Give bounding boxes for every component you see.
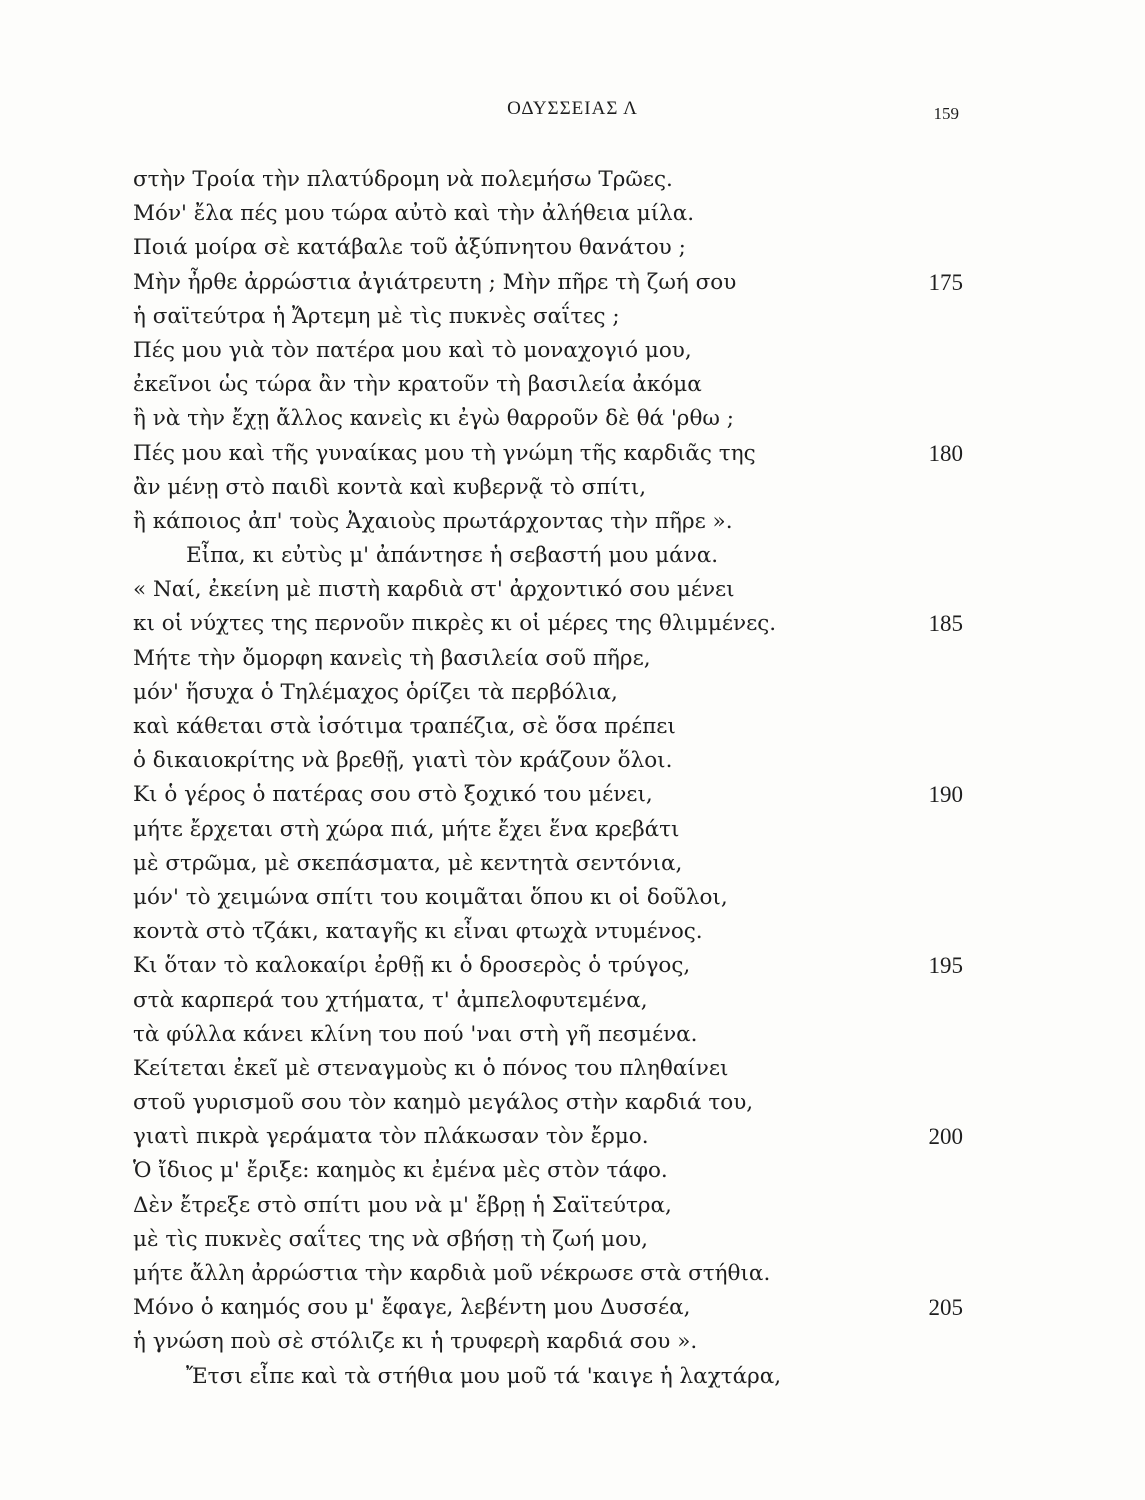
verse-line: [133, 676, 973, 710]
verse-text: Μήτε τὴν ὄμορφη κανεὶς τὴ βασιλεία σοῦ πῆρε,: [133, 645, 651, 671]
verse-text: γιατὶ πικρὰ γεράματα τὸν πλάκωσαν τὸν ἔρμο.: [133, 1124, 649, 1150]
verse-line: [133, 607, 973, 641]
verse-line: [133, 1223, 973, 1257]
verse-line: [133, 1360, 973, 1394]
page-title: ΟΔΥΣΣΕΙΑΣ Λ: [507, 98, 638, 119]
verse-text: καὶ κάθεται στὰ ἰσότιμα τραπέζια, σὲ ὅσα πρέπει: [133, 714, 676, 739]
verse-line: [133, 881, 973, 915]
verse-text: μήτε ἄλλη ἀρρώστια τὴν καρδιὰ μοῦ νέκρωσε στὰ στήθια.: [133, 1261, 771, 1286]
verse-text: Κι ὁ γέρος ὁ πατέρας σου στὸ ξοχικό του μένει,: [133, 782, 653, 808]
verse-text: Ἔτσι εἶπε καὶ τὰ στήθια μου μοῦ τά 'καιγε ἡ λαχτάρα,: [186, 1363, 782, 1389]
verse-text: τὰ φύλλα κάνει κλίνη του πού 'ναι στὴ γῆ πεσμένα.: [133, 1021, 698, 1047]
verse-text: ἡ σαϊτεύτρα ἡ Ἄρτεμη μὲ τὶς πυκνὲς σαΐτες ;: [133, 303, 620, 329]
verse-text: Μόν' ἔλα πές μου τώρα αὐτὸ καὶ τὴν ἀλήθεια μίλα.: [133, 201, 695, 227]
page-number: 159: [933, 104, 959, 123]
verse-line: [133, 368, 973, 402]
verse-line: [133, 949, 973, 983]
verse-line: [133, 1325, 973, 1359]
verse-line: [133, 402, 973, 436]
verse-text: « Ναί, ἐκείνη μὲ πιστὴ καρδιὰ στ' ἀρχοντικό σου μένει: [133, 577, 735, 603]
verse-line: [133, 471, 973, 505]
verse-line: [133, 231, 973, 265]
verse-line: [133, 573, 973, 607]
verse-text: ἂν μένῃ στὸ παιδὶ κοντὰ καὶ κυβερνᾷ τὸ σπίτι,: [133, 474, 647, 500]
verse-line: [133, 1052, 973, 1086]
line-number: 195: [928, 953, 963, 979]
verse-block: [133, 163, 973, 1394]
verse-line: [133, 744, 973, 778]
verse-line: [133, 1291, 973, 1325]
verse-text: Δὲν ἔτρεξε στὸ σπίτι μου νὰ μ' ἔβρῃ ἡ Σαϊτεύτρα,: [133, 1192, 672, 1218]
verse-line: [133, 778, 973, 812]
verse-line: [133, 984, 973, 1018]
verse-text: κι οἱ νύχτες της περνοῦν πικρὲς κι οἱ μέρες της θλιμμένες.: [133, 611, 777, 637]
verse-text: ἡ γνώση ποὺ σὲ στόλιζε κι ἡ τρυφερὴ καρδιά σου ».: [133, 1329, 698, 1355]
verse-text: Ποιά μοίρα σὲ κατάβαλε τοῦ ἀξύπνητου θανάτου ;: [133, 235, 686, 261]
verse-text: στὰ καρπερά του χτήματα, τ' ἀμπελοφυτεμένα,: [133, 987, 648, 1013]
verse-text: Μόνο ὁ καημός σου μ' ἔφαγε, λεβέντη μου Δυσσέα,: [133, 1295, 691, 1321]
verse-text: ἢ νὰ τὴν ἔχῃ ἄλλος κανεὶς κι ἐγὼ θαρροῦν δὲ θά 'ρθω ;: [133, 406, 734, 432]
verse-line: [133, 1257, 973, 1291]
line-number: 180: [928, 440, 963, 466]
verse-text: Κείτεται ἐκεῖ μὲ στεναγμοὺς κι ὁ πόνος του πληθαίνει: [133, 1055, 729, 1081]
verse-text: μόν' τὸ χειμώνα σπίτι του κοιμᾶται ὅπου κι οἱ δοῦλοι,: [133, 884, 728, 910]
line-number: 185: [928, 611, 963, 637]
verse-line: [133, 505, 973, 539]
verse-text: στὴν Τροία τὴν πλατύδρομη νὰ πολεμήσω Τρῶες.: [133, 167, 673, 192]
verse-line: [133, 163, 973, 197]
verse-line: [133, 197, 973, 231]
verse-text: Κι ὅταν τὸ καλοκαίρι ἐρθῇ κι ὁ δροσερὸς ὁ τρύγος,: [133, 953, 691, 979]
verse-text: Πές μου γιὰ τὸν πατέρα μου καὶ τὸ μοναχογιό μου,: [133, 337, 692, 363]
verse-text: ἐκεῖνοι ὡς τώρα ἂν τὴν κρατοῦν τὴ βασιλεία ἀκόμα: [133, 372, 702, 398]
verse-line: [133, 300, 973, 334]
verse-line: [133, 334, 973, 368]
verse-line: [133, 1154, 973, 1188]
verse-line: [133, 813, 973, 847]
verse-text: ἢ κάποιος ἀπ' τοὺς Ἀχαιοὺς πρωτάρχοντας τὴν πῆρε ».: [133, 508, 733, 534]
verse-text: ὁ δικαιοκρίτης νὰ βρεθῇ, γιατὶ τὸν κράζουν ὅλοι.: [133, 748, 673, 774]
verse-text: μόν' ἥσυχα ὁ Τηλέμαχος ὁρίζει τὰ περβόλια,: [133, 679, 618, 705]
verse-text: Πές μου καὶ τῆς γυναίκας μου τὴ γνώμη τῆς καρδιᾶς της: [133, 440, 756, 466]
verse-line: [133, 1018, 973, 1052]
verse-line: [133, 847, 973, 881]
verse-line: [133, 1120, 973, 1154]
verse-line: [133, 710, 973, 744]
verse-text: μήτε ἔρχεται στὴ χώρα πιά, μήτε ἔχει ἕνα κρεβάτι: [133, 816, 680, 842]
line-number: 200: [928, 1124, 963, 1150]
verse-line: [133, 642, 973, 676]
verse-text: μὲ τὶς πυκνὲς σαΐτες της νὰ σβήσῃ τὴ ζωή μου,: [133, 1226, 648, 1252]
line-number: 205: [928, 1295, 963, 1321]
verse-line: [133, 1086, 973, 1120]
line-number: 175: [928, 269, 963, 295]
verse-text: μὲ στρῶμα, μὲ σκεπάσματα, μὲ κεντητὰ σεντόνια,: [133, 850, 683, 876]
verse-text: Εἶπα, κι εὐτὺς μ' ἀπάντησε ἡ σεβαστή μου μάνα.: [186, 543, 719, 569]
verse-text: κοντὰ στὸ τζάκι, καταγῆς κι εἶναι φτωχὰ ντυμένος.: [133, 919, 703, 945]
verse-line: [133, 915, 973, 949]
verse-line: [133, 1189, 973, 1223]
verse-line: [133, 539, 973, 573]
verse-text: στοῦ γυρισμοῦ σου τὸν καημὸ μεγάλος στὴν καρδιά του,: [133, 1090, 754, 1116]
verse-text: Ὁ ἴδιος μ' ἔριξε: καημὸς κι ἐμένα μὲς στὸν τάφο.: [133, 1158, 668, 1184]
line-number: 190: [928, 782, 963, 808]
verse-line: [133, 266, 973, 300]
verse-line: [133, 437, 973, 471]
verse-text: Μὴν ἦρθε ἀρρώστια ἀγιάτρευτη ; Μὴν πῆρε τὴ ζωή σου: [133, 269, 737, 295]
